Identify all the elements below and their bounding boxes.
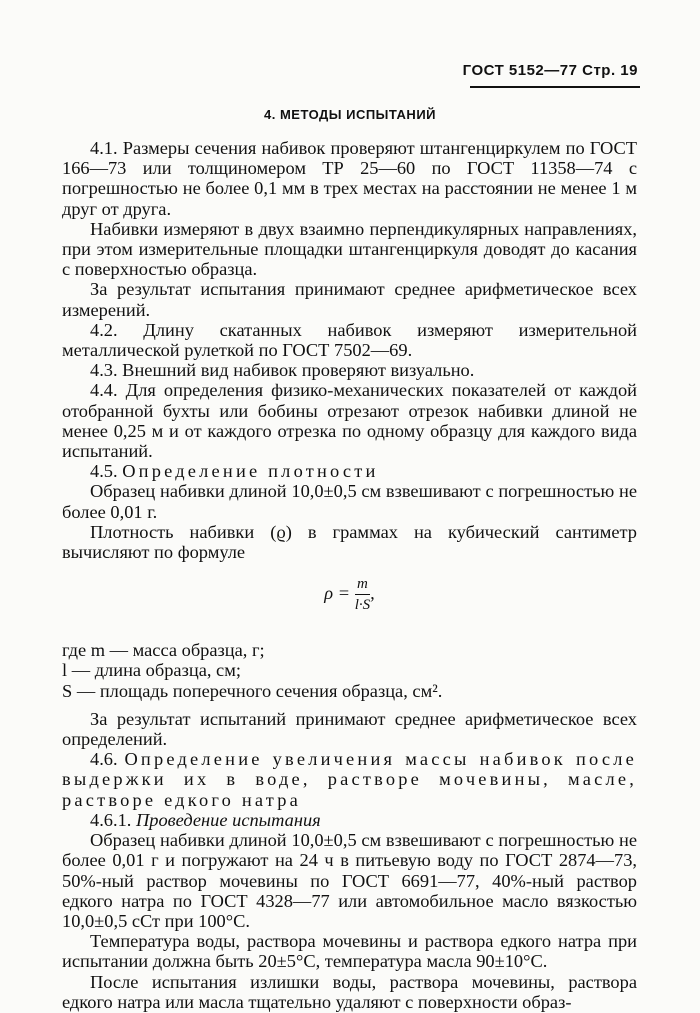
section-title: 4. МЕТОДЫ ИСПЫТАНИЙ [264, 107, 436, 122]
where-line-1: где m — масса образца, г; [62, 640, 265, 661]
heading-text: Проведение испытания [136, 809, 321, 830]
formula-lhs: ρ = [324, 583, 351, 604]
where-line-2: l — длина образца, см; [62, 660, 241, 681]
density-formula [62, 574, 637, 624]
paragraph-4-2: 4.2. Длину скатанных набивок измеряют измерительной металлической рулеткой по ГОСТ 7502—69. [62, 319, 637, 361]
heading-4-6 [62, 749, 637, 810]
paragraph-density: Плотность набивки (ϱ) в граммах на кубический сантиметр вычисляют по формуле [62, 521, 637, 563]
formula-tail: , [370, 583, 375, 604]
paragraph-4-4: 4.4. Для определения физико-механических показателей от каждой отобранной бухты или бобины отрезают отрезок набивки длиной не менее 0,25 м и от каждого отрезка по одному образцу для каждого вида испытаний. [62, 380, 637, 462]
heading-number: 4.6.1. [90, 809, 132, 830]
heading-4-5 [62, 461, 637, 481]
paragraph-4-3: 4.3. Внешний вид набивок проверяют визуально. [90, 360, 475, 381]
paragraph-temperature: Температура воды, раствора мочевины и раствора едкого натра при испытании должна быть 20±5°С, температура масла 90±10°С. [62, 931, 637, 972]
heading-number: 4.6. [90, 749, 118, 770]
paragraph-4-1: 4.1. Размеры сечения набивок проверяют штангенциркулем по ГОСТ 166—73 или толщиномером ТР 25—60 по ГОСТ 11358—74 с погрешностью не более 0,1 мм в трех местах на расстоянии не менее 1 м друг от друга. [62, 138, 637, 219]
formula-denominator: l·S [354, 597, 371, 614]
heading-number: 4.5. [90, 461, 118, 482]
paragraph-immersion: Образец набивки длиной 10,0±0,5 см взвешивают с погрешностью не более 0,01 г и погружают на 24 ч в питьевую воду по ГОСТ 2874—73, 50%-ный раствор мочевины по ГОСТ 6691—77, 40%-ный раствор едкого натра по ГОСТ 4328—77 или автомобильное масло вязкостью 10,0±0,5 сСт при 100°С. [62, 830, 637, 931]
document-body [62, 138, 637, 1012]
paragraph-result-2: За результат испытаний принимают среднее арифметическое всех определений. [62, 708, 637, 750]
paragraph-measurement: Набивки измеряют в двух взаимно перпендикулярных направлениях, при этом измерительные площадки штангенциркуля доводят до касания с поверхностью образца. [62, 218, 637, 280]
paragraph-result: За результат испытания принимают среднее арифметическое всех измерений. [62, 279, 637, 320]
paragraph-after-test: После испытания излишки воды, раствора мочевины, раствора едкого натра или масла тщательно удаляют с поверхности образ- [62, 971, 637, 1012]
heading-text: Определение плотности [122, 461, 379, 482]
formula-numerator: m [355, 574, 370, 595]
heading-4-6-1 [62, 810, 637, 830]
formula-fraction [355, 574, 370, 615]
header-rule [470, 86, 640, 88]
where-line-3: S — площадь поперечного сечения образца, см². [62, 680, 443, 701]
heading-text: Определение увеличения массы набивок после выдержки их в воде, растворе мочевины, масле, растворе едкого натра [62, 749, 637, 810]
paragraph-weighing: Образец набивки длиной 10,0±0,5 см взвешивают с погрешностью не более 0,01 г. [62, 481, 637, 522]
page-header: ГОСТ 5152—77 Стр. 19 [462, 62, 638, 79]
